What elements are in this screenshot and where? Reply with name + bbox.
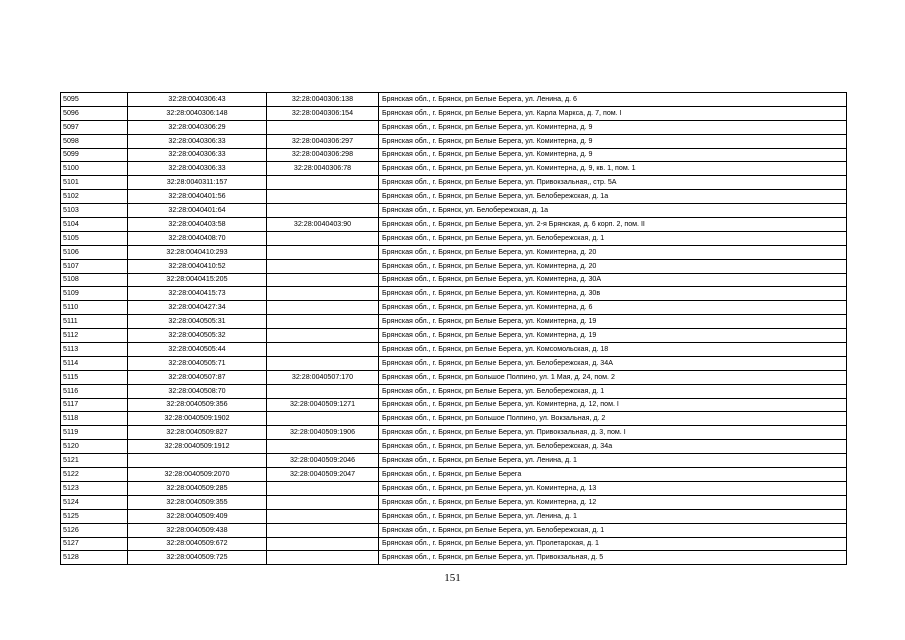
table-row — [61, 468, 847, 482]
table-row — [61, 523, 847, 537]
table-row — [61, 551, 847, 565]
object-number-cell: 32:28:0040509:2047 — [267, 468, 379, 482]
row-number-cell: 5104 — [61, 218, 128, 232]
row-number-cell: 5101 — [61, 176, 128, 190]
table-row — [61, 426, 847, 440]
address-cell: Брянская обл., г. Брянск, рп Белые Берега, ул. Пролетарская, д. 1 — [379, 537, 847, 551]
object-number-cell — [267, 231, 379, 245]
table-row — [61, 481, 847, 495]
table-row — [61, 440, 847, 454]
address-cell: Брянская обл., г. Брянск, рп Белые Берега, ул. Ленина, д. 1 — [379, 454, 847, 468]
table-row — [61, 398, 847, 412]
row-number-cell: 5096 — [61, 106, 128, 120]
row-number-cell: 5111 — [61, 315, 128, 329]
object-number-cell — [267, 481, 379, 495]
address-cell: Брянская обл., г. Брянск, рп Белые Берега — [379, 468, 847, 482]
address-cell: Брянская обл., г. Брянск, рп Белые Берега, ул. Привокзальная, д. 3, пом. I — [379, 426, 847, 440]
row-number-cell: 5118 — [61, 412, 128, 426]
table-row — [61, 190, 847, 204]
cadastral-number-cell: 32:28:0040505:44 — [128, 343, 267, 357]
table-row — [61, 454, 847, 468]
object-number-cell: 32:28:0040306:154 — [267, 106, 379, 120]
table-row — [61, 412, 847, 426]
table-row — [61, 162, 847, 176]
address-cell: Брянская обл., г. Брянск, рп Белые Берега, ул. Коминтерна, д. 9 — [379, 134, 847, 148]
cadastral-number-cell: 32:28:0040505:31 — [128, 315, 267, 329]
address-cell: Брянская обл., г. Брянск, рп Белые Берега, ул. Коминтерна, д. 30А — [379, 273, 847, 287]
object-number-cell — [267, 356, 379, 370]
cadastral-number-cell: 32:28:0040505:32 — [128, 329, 267, 343]
table-row — [61, 301, 847, 315]
cadastral-number-cell: 32:28:0040401:64 — [128, 204, 267, 218]
object-number-cell: 32:28:0040403:90 — [267, 218, 379, 232]
row-number-cell: 5102 — [61, 190, 128, 204]
row-number-cell: 5114 — [61, 356, 128, 370]
object-number-cell: 32:28:0040306:298 — [267, 148, 379, 162]
address-cell: Брянская обл., г. Брянск, рп Белые Берега, ул. Ленина, д. 1 — [379, 509, 847, 523]
object-number-cell — [267, 176, 379, 190]
object-number-cell — [267, 523, 379, 537]
row-number-cell: 5128 — [61, 551, 128, 565]
address-cell: Брянская обл., г. Брянск, рп Белые Берега, ул. Коминтерна, д. 6 — [379, 301, 847, 315]
row-number-cell: 5122 — [61, 468, 128, 482]
cadastral-number-cell: 32:28:0040509:672 — [128, 537, 267, 551]
address-cell: Брянская обл., г. Брянск, рп Белые Берега, ул. Коминтерна, д. 9, кв. 1, пом. 1 — [379, 162, 847, 176]
table-row — [61, 509, 847, 523]
address-cell: Брянская обл., г. Брянск, рп Белые Берега, ул. Коминтерна, д. 12 — [379, 495, 847, 509]
cadastral-number-cell: 32:28:0040306:29 — [128, 120, 267, 134]
table-row — [61, 245, 847, 259]
address-cell: Брянская обл., г. Брянск, рп Белые Берега, ул. Коминтерна, д. 19 — [379, 315, 847, 329]
cadastral-number-cell: 32:28:0040427:34 — [128, 301, 267, 315]
object-number-cell — [267, 495, 379, 509]
row-number-cell: 5112 — [61, 329, 128, 343]
object-number-cell — [267, 537, 379, 551]
row-number-cell: 5126 — [61, 523, 128, 537]
row-number-cell: 5127 — [61, 537, 128, 551]
object-number-cell — [267, 551, 379, 565]
cadastral-number-cell: 32:28:0040306:148 — [128, 106, 267, 120]
object-number-cell — [267, 315, 379, 329]
table-row — [61, 384, 847, 398]
object-number-cell — [267, 329, 379, 343]
address-cell: Брянская обл., г. Брянск, рп Белые Берега, ул. Белобережская, д. 1 — [379, 523, 847, 537]
object-number-cell: 32:28:0040507:170 — [267, 370, 379, 384]
cadastral-number-cell — [128, 454, 267, 468]
object-number-cell: 32:28:0040306:297 — [267, 134, 379, 148]
cadastral-number-cell: 32:28:0040509:1912 — [128, 440, 267, 454]
cadastral-number-cell: 32:28:0040410:293 — [128, 245, 267, 259]
row-number-cell: 5095 — [61, 93, 128, 107]
row-number-cell: 5099 — [61, 148, 128, 162]
registry-table — [60, 92, 847, 565]
object-number-cell — [267, 273, 379, 287]
row-number-cell: 5103 — [61, 204, 128, 218]
cadastral-number-cell: 32:28:0040509:355 — [128, 495, 267, 509]
address-cell: Брянская обл., г. Брянск, рп Белые Берега, ул. Белобережская, д. 1а — [379, 190, 847, 204]
cadastral-number-cell: 32:28:0040509:1902 — [128, 412, 267, 426]
page-number: 151 — [444, 572, 461, 584]
row-number-cell: 5110 — [61, 301, 128, 315]
cadastral-number-cell: 32:28:0040403:58 — [128, 218, 267, 232]
object-number-cell: 32:28:0040509:1271 — [267, 398, 379, 412]
address-cell: Брянская обл., г. Брянск, рп Большое Полпино, ул. Вокзальная, д. 2 — [379, 412, 847, 426]
address-cell: Брянская обл., г. Брянск, рп Белые Берега, ул. Коминтерна, д. 30в — [379, 287, 847, 301]
object-number-cell — [267, 245, 379, 259]
address-cell: Брянская обл., г. Брянск, рп Белые Берега, ул. Коминтерна, д. 20 — [379, 259, 847, 273]
table-row — [61, 106, 847, 120]
address-cell: Брянская обл., г. Брянск, рп Белые Берега, ул. Белобережская, д. 1 — [379, 384, 847, 398]
object-number-cell — [267, 343, 379, 357]
cadastral-number-cell: 32:28:0040505:71 — [128, 356, 267, 370]
table-row — [61, 231, 847, 245]
address-cell: Брянская обл., г. Брянск, рп Белые Берега, ул. Коминтерна, д. 20 — [379, 245, 847, 259]
object-number-cell — [267, 259, 379, 273]
cadastral-number-cell: 32:28:0040415:205 — [128, 273, 267, 287]
cadastral-number-cell: 32:28:0040509:285 — [128, 481, 267, 495]
row-number-cell: 5120 — [61, 440, 128, 454]
table-row — [61, 259, 847, 273]
table-row — [61, 204, 847, 218]
row-number-cell: 5100 — [61, 162, 128, 176]
address-cell: Брянская обл., г. Брянск, рп Белые Берега, ул. Белобережская, д. 34А — [379, 356, 847, 370]
table-row — [61, 370, 847, 384]
row-number-cell: 5117 — [61, 398, 128, 412]
object-number-cell — [267, 190, 379, 204]
cadastral-number-cell: 32:28:0040401:56 — [128, 190, 267, 204]
cadastral-number-cell: 32:28:0040306:33 — [128, 148, 267, 162]
row-number-cell: 5108 — [61, 273, 128, 287]
table-row — [61, 134, 847, 148]
address-cell: Брянская обл., г. Брянск, ул. Белобережская, д. 1а — [379, 204, 847, 218]
table-row — [61, 273, 847, 287]
object-number-cell: 32:28:0040509:1906 — [267, 426, 379, 440]
table-row — [61, 315, 847, 329]
cadastral-number-cell: 32:28:0040509:356 — [128, 398, 267, 412]
table-row — [61, 495, 847, 509]
address-cell: Брянская обл., г. Брянск, рп Белые Берега, ул. Ленина, д. 6 — [379, 93, 847, 107]
table-row — [61, 329, 847, 343]
cadastral-number-cell: 32:28:0040509:827 — [128, 426, 267, 440]
row-number-cell: 5098 — [61, 134, 128, 148]
cadastral-number-cell: 32:28:0040509:409 — [128, 509, 267, 523]
table-row — [61, 148, 847, 162]
address-cell: Брянская обл., г. Брянск, рп Белые Берега, ул. Коминтерна, д. 9 — [379, 120, 847, 134]
address-cell: Брянская обл., г. Брянск, рп Белые Берега, ул. Карла Маркса, д. 7, пом. I — [379, 106, 847, 120]
cadastral-number-cell: 32:28:0040306:43 — [128, 93, 267, 107]
cadastral-number-cell: 32:28:0040415:73 — [128, 287, 267, 301]
row-number-cell: 5116 — [61, 384, 128, 398]
address-cell: Брянская обл., г. Брянск, рп Белые Берега, ул. Белобережская, д. 1 — [379, 231, 847, 245]
cadastral-number-cell: 32:28:0040508:70 — [128, 384, 267, 398]
cadastral-number-cell: 32:28:0040306:33 — [128, 162, 267, 176]
row-number-cell: 5113 — [61, 343, 128, 357]
table-row — [61, 93, 847, 107]
object-number-cell: 32:28:0040509:2046 — [267, 454, 379, 468]
row-number-cell: 5121 — [61, 454, 128, 468]
row-number-cell: 5124 — [61, 495, 128, 509]
address-cell: Брянская обл., г. Брянск, рп Большое Полпино, ул. 1 Мая, д. 24, пом. 2 — [379, 370, 847, 384]
cadastral-number-cell: 32:28:0040311:157 — [128, 176, 267, 190]
table-row — [61, 287, 847, 301]
address-cell: Брянская обл., г. Брянск, рп Белые Берега, ул. Коминтерна, д. 13 — [379, 481, 847, 495]
address-cell: Брянская обл., г. Брянск, рп Белые Берега, ул. Белобережская, д. 34а — [379, 440, 847, 454]
table-row — [61, 176, 847, 190]
cadastral-number-cell: 32:28:0040408:70 — [128, 231, 267, 245]
table-row — [61, 120, 847, 134]
row-number-cell: 5125 — [61, 509, 128, 523]
row-number-cell: 5105 — [61, 231, 128, 245]
cadastral-number-cell: 32:28:0040410:52 — [128, 259, 267, 273]
object-number-cell — [267, 301, 379, 315]
row-number-cell: 5106 — [61, 245, 128, 259]
address-cell: Брянская обл., г. Брянск, рп Белые Берега, ул. Комсомольская, д. 18 — [379, 343, 847, 357]
cadastral-number-cell: 32:28:0040306:33 — [128, 134, 267, 148]
address-cell: Брянская обл., г. Брянск, рп Белые Берега, ул. Коминтерна, д. 12, пом. I — [379, 398, 847, 412]
row-number-cell: 5107 — [61, 259, 128, 273]
table-row — [61, 537, 847, 551]
address-cell: Брянская обл., г. Брянск, рп Белые Берега, ул. Привокзальная, д. 5 — [379, 551, 847, 565]
table-row — [61, 356, 847, 370]
address-cell: Брянская обл., г. Брянск, рп Белые Берега, ул. Коминтерна, д. 19 — [379, 329, 847, 343]
object-number-cell: 32:28:0040306:138 — [267, 93, 379, 107]
object-number-cell — [267, 120, 379, 134]
object-number-cell — [267, 204, 379, 218]
row-number-cell: 5097 — [61, 120, 128, 134]
object-number-cell — [267, 509, 379, 523]
cadastral-number-cell: 32:28:0040509:438 — [128, 523, 267, 537]
address-cell: Брянская обл., г. Брянск, рп Белые Берега, ул. Коминтерна, д. 9 — [379, 148, 847, 162]
registry-table-body — [61, 93, 847, 565]
row-number-cell: 5123 — [61, 481, 128, 495]
cadastral-number-cell: 32:28:0040507:87 — [128, 370, 267, 384]
address-cell: Брянская обл., г. Брянск, рп Белые Берега, ул. Привокзальная,, стр. 5А — [379, 176, 847, 190]
row-number-cell: 5119 — [61, 426, 128, 440]
address-cell: Брянская обл., г. Брянск, рп Белые Берега, ул. 2-я Брянская, д. 6 корп. 2, пом. II — [379, 218, 847, 232]
object-number-cell — [267, 384, 379, 398]
cadastral-number-cell: 32:28:0040509:2070 — [128, 468, 267, 482]
table-row — [61, 343, 847, 357]
row-number-cell: 5109 — [61, 287, 128, 301]
table-row — [61, 218, 847, 232]
object-number-cell — [267, 440, 379, 454]
row-number-cell: 5115 — [61, 370, 128, 384]
object-number-cell — [267, 287, 379, 301]
object-number-cell: 32:28:0040306:78 — [267, 162, 379, 176]
object-number-cell — [267, 412, 379, 426]
cadastral-number-cell: 32:28:0040509:725 — [128, 551, 267, 565]
